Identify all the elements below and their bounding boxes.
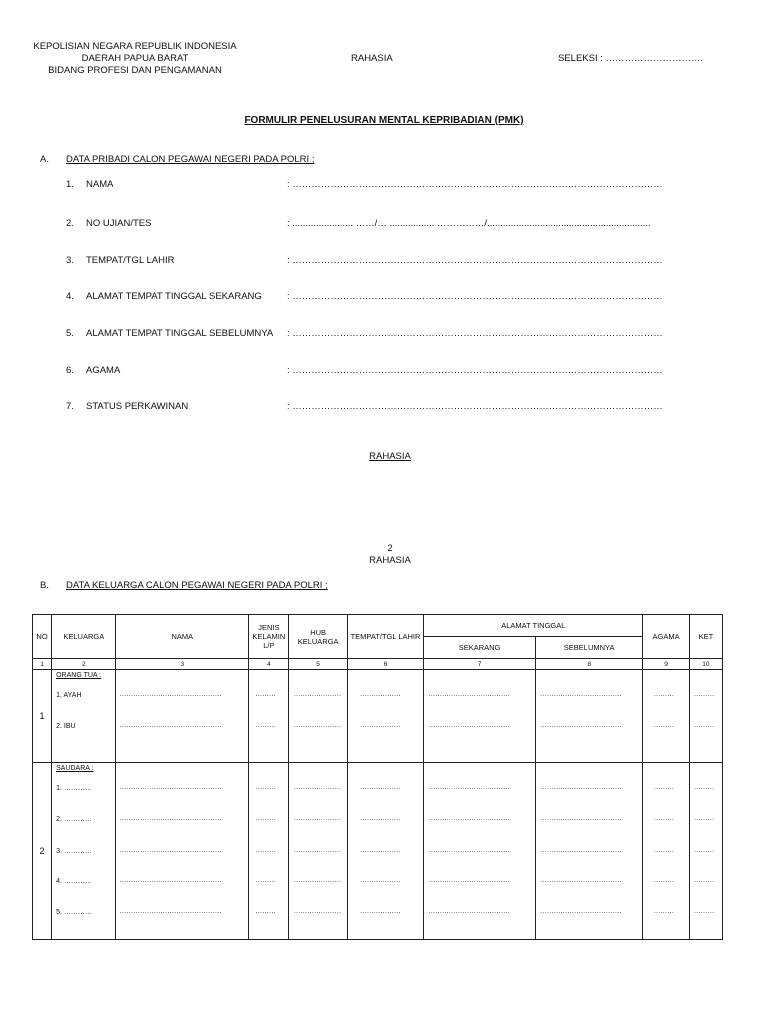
col-header-sebelumnya: SEBELUMNYA bbox=[535, 637, 643, 659]
dotted-line: ……………………………… bbox=[428, 784, 510, 791]
group-1-row-2-label: 2. IBU bbox=[56, 723, 76, 730]
dotted-line: ……… bbox=[255, 877, 276, 884]
col-number: 2 bbox=[52, 659, 116, 670]
group-1-row-1-label: 1. AYAH bbox=[56, 692, 82, 699]
field-7-label: STATUS PERKAWINAN bbox=[86, 401, 189, 412]
col-header-ket: KET bbox=[689, 615, 722, 659]
field-2-value[interactable]: : ....................... ……/… ................. ……………/.............................................................. bbox=[287, 218, 651, 229]
dotted-line: ……………… bbox=[359, 877, 401, 884]
group-1-hub-cell[interactable] bbox=[289, 670, 347, 763]
form-title: FORMULIR PENELUSURAN MENTAL KEPRIBADIAN (PMK) bbox=[244, 115, 524, 126]
dotted-line: ……………………………… bbox=[539, 722, 622, 729]
dotted-line: ……………………………… bbox=[428, 722, 510, 729]
group-2-sekarang-cell[interactable] bbox=[424, 763, 536, 940]
dotted-line: ……… bbox=[653, 784, 674, 791]
group-2-ttl-cell[interactable] bbox=[347, 763, 423, 940]
col-number: 4 bbox=[249, 659, 289, 670]
col-number: 6 bbox=[347, 659, 423, 670]
field-5-value[interactable]: : ……………………………………………………………………………………………………… bbox=[287, 328, 663, 339]
col-header-jenis-kelamin: JENIS KELAMIN L/P bbox=[249, 615, 289, 659]
dotted-line: ………………… bbox=[293, 815, 342, 822]
dotted-line: ……………… bbox=[359, 908, 401, 915]
group-2-keluarga-cell bbox=[52, 763, 116, 940]
dotted-line: ……… bbox=[653, 691, 674, 698]
dotted-line: ……………………………………… bbox=[119, 877, 222, 884]
field-5-label: ALAMAT TEMPAT TINGGAL SEBELUMNYA bbox=[86, 328, 274, 339]
group-2-row-3-label: 3. ………… bbox=[56, 848, 92, 855]
field-3-value[interactable]: : ……………………………………………………………………………………………………… bbox=[287, 255, 663, 266]
dotted-line: ……………… bbox=[359, 784, 401, 791]
dotted-line: ……………… bbox=[359, 847, 401, 854]
dotted-line: ……… bbox=[693, 877, 715, 884]
dotted-line: ……… bbox=[693, 815, 715, 822]
dotted-line: ……………………………… bbox=[428, 691, 510, 698]
dotted-line: ……………………………… bbox=[539, 815, 622, 822]
dotted-line: ……………………………… bbox=[539, 908, 622, 915]
group-1-jk-cell[interactable] bbox=[249, 670, 289, 763]
field-6-label: AGAMA bbox=[86, 365, 121, 376]
table-row-orang-tua bbox=[33, 670, 723, 763]
field-1-value[interactable]: : ……………………………………………………………………………………………………… bbox=[287, 179, 663, 190]
dotted-line: ……… bbox=[693, 784, 715, 791]
col-header-alamat-tinggal: ALAMAT TINGGAL bbox=[424, 615, 643, 637]
group-2-row-4-label: 4. ………… bbox=[56, 878, 92, 885]
dotted-line: ……………………………… bbox=[539, 784, 622, 791]
dotted-line: ……… bbox=[653, 815, 674, 822]
page2-classification: RAHASIA bbox=[369, 555, 411, 566]
group-1-no: 1 bbox=[33, 670, 52, 763]
group-1-sebelumnya-cell[interactable] bbox=[535, 670, 643, 763]
section-b-letter: B. bbox=[40, 580, 49, 591]
group-2-no: 2 bbox=[33, 763, 52, 940]
dotted-line: ………………… bbox=[293, 877, 342, 884]
field-3-num: 3. bbox=[66, 255, 74, 266]
dotted-line: ……… bbox=[653, 908, 674, 915]
dotted-line: ……… bbox=[693, 691, 715, 698]
seleksi-field: SELEKSI : …………………………. bbox=[558, 53, 704, 64]
field-2-label: NO UJIAN/TES bbox=[86, 218, 152, 229]
dotted-line: ………………… bbox=[293, 691, 342, 698]
group-1-keluarga-cell bbox=[52, 670, 116, 763]
table-row-saudara bbox=[33, 763, 723, 940]
col-number: 7 bbox=[424, 659, 536, 670]
col-header-sekarang: SEKARANG bbox=[424, 637, 536, 659]
dotted-line: ……………………………………… bbox=[119, 722, 222, 729]
field-7-num: 7. bbox=[66, 401, 74, 412]
org-line-3: BIDANG PROFESI DAN PENGAMANAN bbox=[48, 65, 222, 76]
dotted-line: ……………………………… bbox=[428, 847, 510, 854]
dotted-line: ………………… bbox=[293, 847, 342, 854]
group-2-ket-cell[interactable] bbox=[689, 763, 722, 940]
dotted-line: ……………………………… bbox=[539, 877, 622, 884]
col-header-agama: AGAMA bbox=[643, 615, 689, 659]
dotted-line: ………………… bbox=[293, 908, 342, 915]
dotted-line: ……… bbox=[255, 815, 276, 822]
section-b-title: DATA KELUARGA CALON PEGAWAI NEGERI PADA POLRI ; bbox=[66, 580, 328, 591]
dotted-line: ……………………………… bbox=[428, 877, 510, 884]
group-1-heading: ORANG TUA : bbox=[56, 672, 102, 679]
dotted-line: ……… bbox=[653, 722, 674, 729]
footer-classification: RAHASIA bbox=[369, 451, 411, 462]
section-a-title: DATA PRIBADI CALON PEGAWAI NEGERI PADA POLRI ; bbox=[66, 154, 315, 165]
group-2-nama-cell[interactable] bbox=[116, 763, 249, 940]
group-1-sekarang-cell[interactable] bbox=[424, 670, 536, 763]
col-header-keluarga: KELUARGA bbox=[52, 615, 116, 659]
group-1-ket-cell[interactable] bbox=[689, 670, 722, 763]
dotted-line: ……………………………… bbox=[539, 847, 622, 854]
group-2-row-2-label: 2. ………… bbox=[56, 816, 92, 823]
dotted-line: ……… bbox=[653, 877, 674, 884]
dotted-line: ……… bbox=[693, 722, 715, 729]
field-7-value[interactable]: : ……………………………………………………………………………………………………… bbox=[287, 401, 663, 412]
field-1-label: NAMA bbox=[86, 179, 114, 190]
org-line-2: DAERAH PAPUA BARAT bbox=[81, 53, 189, 64]
field-3-label: TEMPAT/TGL LAHIR bbox=[86, 255, 175, 266]
field-4-label: ALAMAT TEMPAT TINGGAL SEKARANG bbox=[86, 291, 262, 302]
field-6-value[interactable]: : ……………………………………………………………………………………………………… bbox=[287, 365, 663, 376]
dotted-line: ……… bbox=[255, 908, 276, 915]
dotted-line: ……… bbox=[255, 691, 276, 698]
page-number: 2 bbox=[387, 543, 393, 554]
col-number: 10 bbox=[689, 659, 722, 670]
group-1-agama-cell[interactable] bbox=[643, 670, 689, 763]
field-2-num: 2. bbox=[66, 218, 74, 229]
org-line-1: KEPOLISIAN NEGARA REPUBLIK INDONESIA bbox=[33, 41, 237, 52]
col-header-hub-keluarga: HUB KELUARGA bbox=[289, 615, 347, 659]
dotted-line: ……………………………………… bbox=[119, 815, 222, 822]
group-2-sebelumnya-cell[interactable] bbox=[535, 763, 643, 940]
col-number: 3 bbox=[116, 659, 249, 670]
dotted-line: ……… bbox=[693, 847, 715, 854]
field-4-value[interactable]: : ……………………………………………………………………………………………………… bbox=[287, 291, 663, 302]
field-6-num: 6. bbox=[66, 365, 74, 376]
group-1-nama-cell[interactable] bbox=[116, 670, 249, 763]
dotted-line: ………………… bbox=[293, 722, 342, 729]
dotted-line: ……… bbox=[653, 847, 674, 854]
col-header-tempat-tgl-lahir: TEMPAT/TGL LAHIR bbox=[347, 615, 423, 659]
dotted-line: ……… bbox=[255, 784, 276, 791]
dotted-line: ……………………………… bbox=[428, 815, 510, 822]
group-2-row-5-label: 5. ………… bbox=[56, 909, 92, 916]
col-number: 9 bbox=[643, 659, 689, 670]
group-2-heading: SAUDARA : bbox=[56, 765, 94, 772]
dotted-line: ……………… bbox=[359, 722, 401, 729]
dotted-line: ……………… bbox=[359, 815, 401, 822]
field-5-num: 5. bbox=[66, 328, 74, 339]
section-a-letter: A. bbox=[40, 154, 49, 165]
dotted-line: ……………………………… bbox=[428, 908, 510, 915]
group-2-agama-cell[interactable] bbox=[643, 763, 689, 940]
field-1-num: 1. bbox=[66, 179, 74, 190]
dotted-line: ……………………………………… bbox=[119, 691, 222, 698]
field-4-num: 4. bbox=[66, 291, 74, 302]
dotted-line: ………………… bbox=[293, 784, 342, 791]
dotted-line: ……… bbox=[255, 722, 276, 729]
group-2-row-1-label: 1. ………… bbox=[56, 785, 92, 792]
dotted-line: ……… bbox=[255, 847, 276, 854]
dotted-line: ……………………………………… bbox=[119, 847, 222, 854]
group-1-ttl-cell[interactable] bbox=[347, 670, 423, 763]
col-number: 5 bbox=[289, 659, 347, 670]
dotted-line: ……………… bbox=[359, 691, 401, 698]
group-2-jk-cell[interactable] bbox=[249, 763, 289, 940]
col-header-nama: NAMA bbox=[116, 615, 249, 659]
col-number: 8 bbox=[535, 659, 643, 670]
family-data-table bbox=[32, 614, 723, 940]
classification-label: RAHASIA bbox=[351, 53, 393, 64]
col-number: 1 bbox=[33, 659, 52, 670]
dotted-line: ……………………………………… bbox=[119, 908, 222, 915]
col-header-no: NO bbox=[33, 615, 52, 659]
dotted-line: ……………………………………… bbox=[119, 784, 222, 791]
dotted-line: ……………………………… bbox=[539, 691, 622, 698]
dotted-line: ……… bbox=[693, 908, 715, 915]
group-2-hub-cell[interactable] bbox=[289, 763, 347, 940]
